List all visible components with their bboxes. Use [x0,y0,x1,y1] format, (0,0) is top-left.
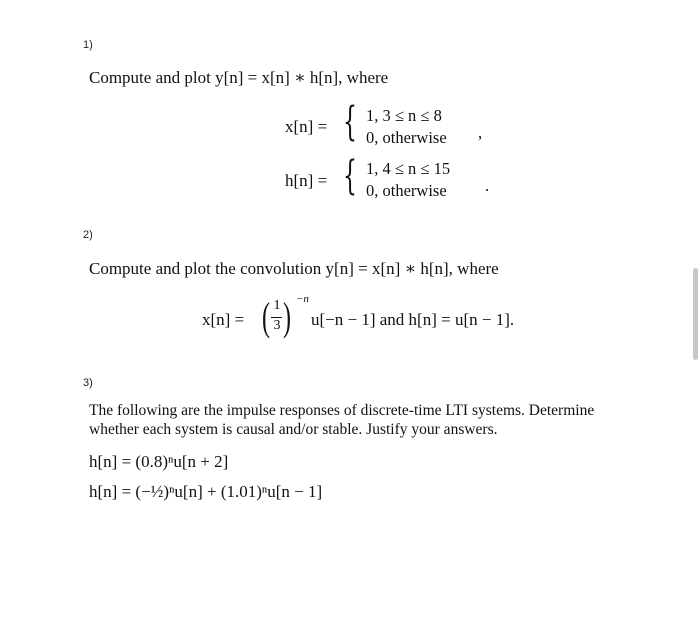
x-lhs: x[n] = [202,310,245,329]
vertical-scrollbar[interactable] [693,268,698,360]
problem-2-number: 2) [83,229,93,241]
left-paren: ( [262,294,270,339]
problem-3-number: 3) [83,377,93,389]
exponent: −n [296,293,309,305]
h-case-1: 1, 4 ≤ n ≤ 15 [366,159,451,178]
impulse-response-1: h[n] = (0.8)ⁿu[n + 2] [89,452,229,471]
problem-2-intro: Compute and plot the convolution y[n] = x[n] ∗ h[n], where [89,259,499,278]
x-lhs: x[n] = [285,117,328,136]
problem-3-line-1: The following are the impulse responses of discrete-time LTI systems. Determine [89,402,595,419]
left-brace: { [343,99,357,145]
impulse-response-2: h[n] = (−½)ⁿu[n] + (1.01)ⁿu[n − 1] [89,482,323,501]
h-case-2: 0, otherwise [366,181,447,200]
h-lhs: h[n] = [285,171,328,190]
right-paren: ) [283,294,291,339]
x-punct: , [478,123,483,142]
problem-1-intro: Compute and plot y[n] = x[n] ∗ h[n], where [89,68,389,87]
h-punct: . [485,176,490,195]
x-rhs: u[−n − 1] and h[n] = u[n − 1]. [311,310,515,329]
left-brace: { [343,153,357,199]
fraction-numerator: 1 [273,298,281,313]
x-case-1: 1, 3 ≤ n ≤ 8 [366,106,442,125]
problem-1-number: 1) [83,39,93,51]
fraction-denominator: 3 [273,318,281,333]
problem-3-line-2: whether each system is causal and/or stable. Justify your answers. [89,421,498,438]
x-case-2: 0, otherwise [366,128,447,147]
